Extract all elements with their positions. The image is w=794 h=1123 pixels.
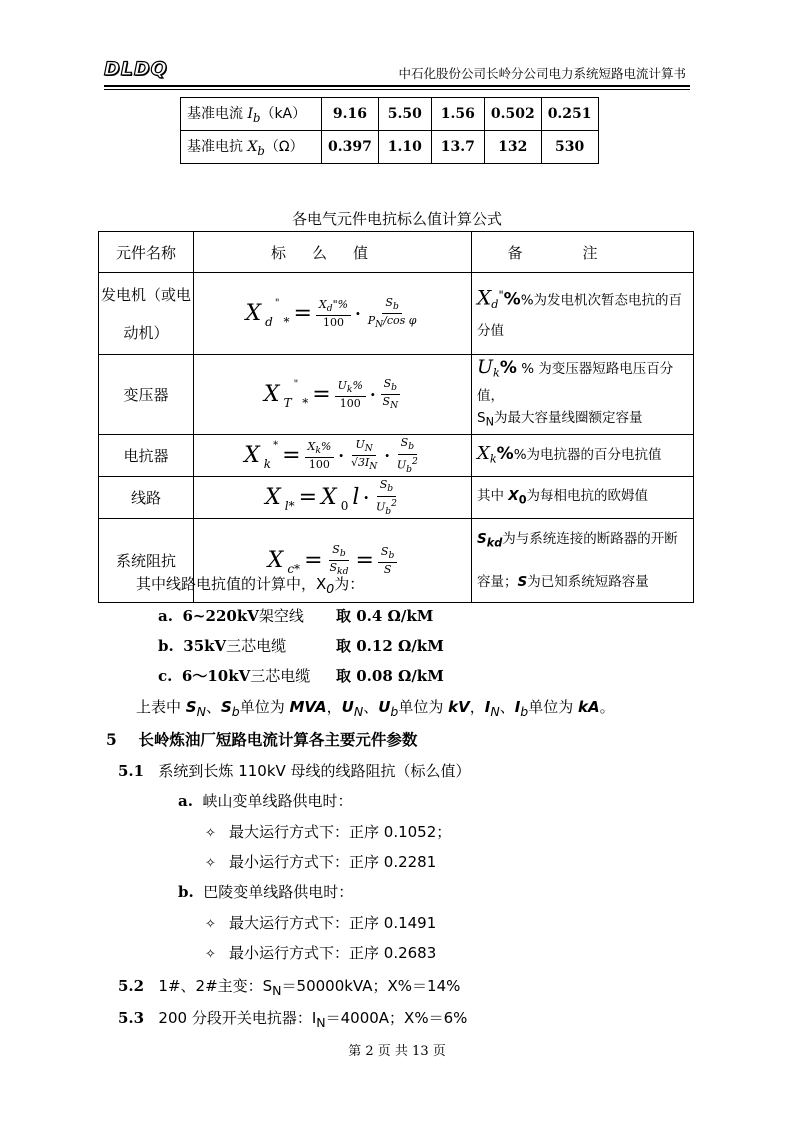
company-logo: DLDQ [104, 58, 168, 80]
list-item: ✧ 最小运行方式下：正序 0.2281 [205, 853, 437, 871]
table-header-row [99, 232, 694, 273]
page-footer: 第 2 页 共 13 页 [348, 1044, 446, 1059]
base-values-table [180, 97, 599, 164]
table-row [181, 131, 599, 164]
element-name: 线路 [99, 477, 194, 519]
list-item: c. 6～10kV三芯电缆 取 0.08 Ω/kM [158, 667, 444, 685]
table-row [99, 355, 694, 435]
list-item: b. 巴陵变单线路供电时： [178, 883, 354, 901]
row-label: 基准电抗 $X_b(\Omega)$ [181, 131, 322, 164]
formula-reactor: X k * = $\frac{X_k\%}{100}$ · $\frac{U_N}{√3I_N}$ · $\frac{S_b}{U_b^2}$ [194, 435, 472, 477]
diamond-bullet-icon: ✧ [205, 917, 216, 932]
list-item: a. 6~220kV架空线 取 0.4 Ω/kM [158, 607, 434, 625]
remark-cell: 其中 $X_0$为每相电抗的欧姆值 [472, 477, 694, 519]
remark-cell: $S_{kd}$为与系统连接的断路器的开断 容量；S为已知系统短路容量 [472, 519, 694, 603]
list-item: ✧ 最大运行方式下：正序 0.1052； [205, 823, 452, 841]
header-rule-thin [104, 89, 690, 90]
list-item: ✧ 最小运行方式下：正序 0.2683 [205, 944, 437, 962]
element-name: 变压器 [99, 355, 194, 435]
table-cell: 1.56 [431, 98, 484, 131]
diamond-bullet-icon: ✧ [205, 947, 216, 962]
table-cell: 530 [541, 131, 598, 164]
formula-table [98, 231, 694, 603]
header-title: 中石化股份公司长岭分公司电力系统短路电流计算书 [398, 66, 686, 81]
table-row [99, 273, 694, 355]
table-cell: 5.50 [378, 98, 431, 131]
row-label: 基准电流 $I_b(kA)$ [181, 98, 322, 131]
list-item: b. 35kV三芯电缆 取 0.12 Ω/kM [158, 637, 444, 655]
list-item: ✧ 最大运行方式下：正序 0.1491 [205, 914, 437, 932]
subsection-5-3: 5.3 200 分段开关电抗器：$I_N=4000A$；X%＝6% [118, 1009, 468, 1030]
column-header: 标么值 [194, 232, 472, 273]
table-cell: 0.502 [484, 98, 541, 131]
subsection-5-1: 5.1 系统到长炼 110kV 母线的线路阻抗（标么值） [118, 762, 471, 780]
list-item: a. 峡山变单线路供电时： [178, 792, 353, 810]
element-name: 发电机（或电动机） [99, 273, 194, 355]
element-name: 电抗器 [99, 435, 194, 477]
element-name: 系统阻抗 [99, 519, 194, 603]
formula-generator: X d " * = $\frac{X_d"\%}{100}$ · $\frac{S_b}{P_N/\cos \varphi}$ [194, 273, 472, 355]
formula-table-title: 各电气元件电抗标么值计算公式 [291, 210, 502, 228]
header-rule [104, 85, 690, 87]
remark-cell: $X_k\%\%$为电抗器的百分电抗值 [472, 435, 694, 477]
table-cell: 132 [484, 131, 541, 164]
formula-line: X l* = X 0 l · $\frac{S_b}{U_b^2}$ [194, 477, 472, 519]
remark-cell: $X_d^"\%\%$为发电机次暂态电抗的百分值 [472, 273, 694, 355]
table-row [99, 477, 694, 519]
table-row [99, 435, 694, 477]
section-heading: 5 长岭炼油厂短路电流计算各主要元件参数 [106, 730, 418, 749]
table-cell: 13.7 [431, 131, 484, 164]
diamond-bullet-icon: ✧ [205, 826, 216, 841]
table-cell: 1.10 [378, 131, 431, 164]
table-row [181, 98, 599, 131]
line-reactance-intro: 其中线路电抗值的计算中，$X_0$为： [136, 575, 365, 596]
table-cell: 9.16 [322, 98, 379, 131]
formula-system: X c* = $\frac{S_b}{S_{kd}}$ = $\frac{S_b}{S}$ [194, 519, 472, 603]
diamond-bullet-icon: ✧ [205, 856, 216, 871]
table-cell: 0.397 [322, 131, 379, 164]
formula-transformer: X T " * = $\frac{U_k\%}{100}$ · $\frac{S_b}{S_N}$ [194, 355, 472, 435]
table-cell: 0.251 [541, 98, 598, 131]
subsection-5-2: 5.2 1#、2#主变：$S_N=50000kVA$；X%＝14% [118, 977, 461, 998]
column-header: 元件名称 [99, 232, 194, 273]
column-header: 备注 [472, 232, 694, 273]
units-note: 上表中 $S_N$、$S_b$单位为 MVA，$U_N$、$U_b$单位为 kV，$I_N$、$I_b$单位为 kA。 [136, 698, 615, 719]
remark-cell: $U_k\%$ % 为变压器短路电压百分值， $S_N$为最大容量线圈额定容量 [472, 355, 694, 435]
